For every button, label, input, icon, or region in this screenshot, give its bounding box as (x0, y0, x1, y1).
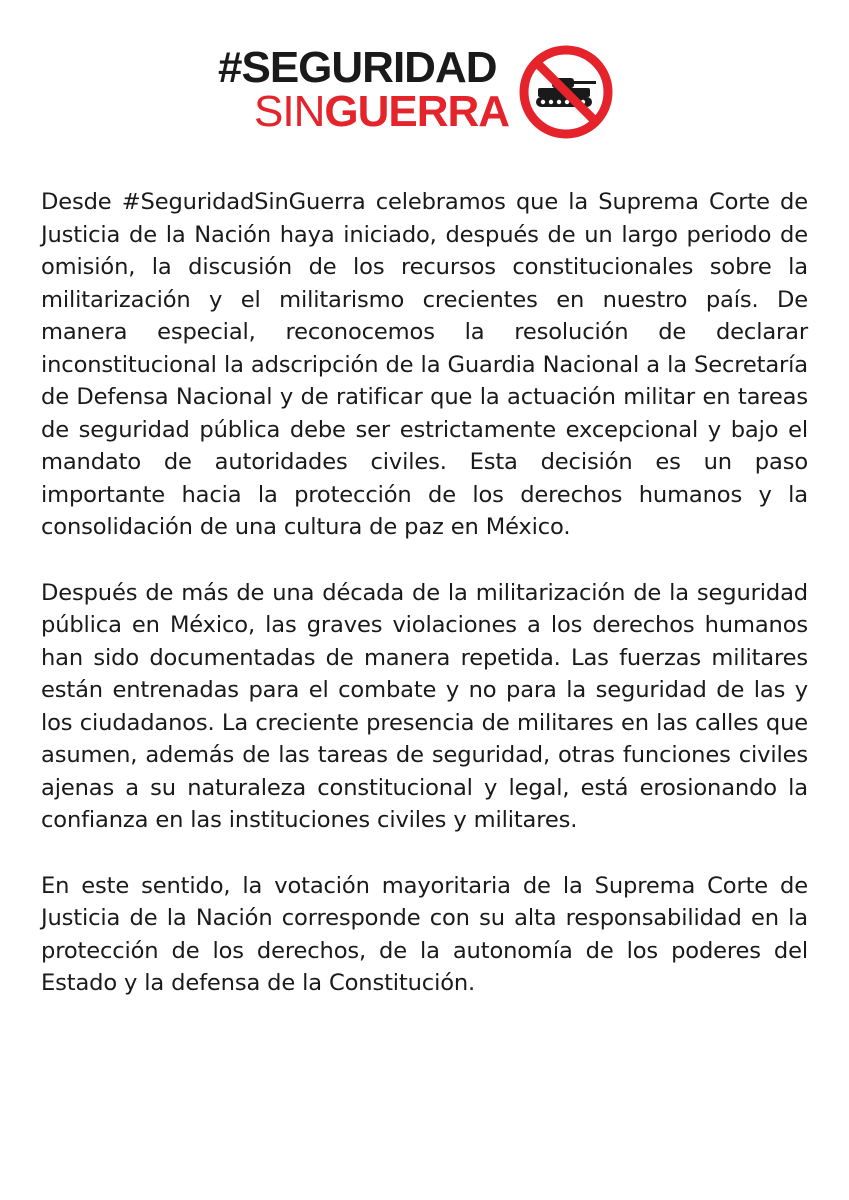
seguridad-sin-guerra-logo (218, 42, 618, 142)
paragraph-1: Desde #SeguridadSinGuerra celebramos que la Suprema Corte de Justicia de la Nación haya iniciado, después de un largo periodo de omisión, la discusión de los recursos constitucionales sobre la militarización y el militarismo crecientes en nuestro país. De manera especial, reconocemos la resolución de declarar inconstitucional la adscripción de la Guardia Nacional a la Secretaría de Defensa Nacional y de ratificar que la actuación militar en tareas de seguridad pública debe ser estrictamente excepcional y bajo el mandato de autoridades civiles. Esta decisión es un paso importante hacia la protección de los derechos humanos y la consolidación de una cultura de paz en México. (41, 189, 808, 540)
no-tank-icon (518, 44, 614, 140)
logo-line-2 (254, 87, 510, 136)
logo-guerra: GUERRA (324, 87, 510, 136)
paragraph-2: Después de más de una década de la militarización de la seguridad pública en México, las graves violaciones a los derechos humanos han sido documentadas de manera repetida. Las fuerzas militares están entrenadas para el combate y no para la seguridad de las y los ciudadanos. La creciente presencia de militares en las calles que asumen, además de las tareas de seguridad, otras funciones civiles ajenas a su naturaleza constitucional y legal, está erosionando la confianza en las instituciones civiles y militares. (41, 579, 808, 833)
statement-body (41, 186, 808, 1033)
logo-sin: SIN (254, 87, 325, 136)
logo-line-1: #SEGURIDAD (218, 43, 497, 92)
paragraph-3: En este sentido, la votación mayoritaria de la Suprema Corte de Justicia de la Nación corresponde con su alta responsabilidad en la protección de los derechos, de la autonomía de los poderes del Estado y la defensa de la Constitución. (41, 872, 808, 996)
